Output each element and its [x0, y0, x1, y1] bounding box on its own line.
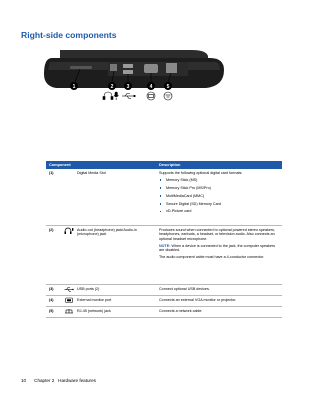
usb-port-2: [123, 70, 133, 74]
description-paragraph: Produces sound when connected to optional powered stereo speakers, headphones, earbuds, a headset, or television audio. Also connects an optional headset microphone.: [159, 228, 276, 241]
chapter-title: Chapter 2 Hardware features: [34, 378, 96, 383]
callout-3: [124, 82, 132, 90]
laptop-lid-edge: [60, 50, 208, 58]
component-description: [159, 228, 279, 263]
table-row: [46, 285, 282, 296]
rj45-port: [166, 63, 177, 73]
svg-text:4: 4: [149, 84, 153, 90]
component-name: Digital Media Slot: [77, 171, 106, 175]
network-icon: [64, 308, 74, 315]
component-description: Connects an external VGA monitor or projector.: [159, 298, 237, 302]
component-name: RJ-45 (network) jack: [77, 309, 111, 313]
list-item: MultiMediaCard (MMC): [159, 194, 279, 198]
usb-port-1: [123, 64, 133, 68]
header-description: Description: [159, 162, 181, 167]
list-item: Memory Stick Pro (MS/Pro): [159, 186, 279, 190]
page-title: Right-side components: [21, 30, 117, 40]
note-label: NOTE:: [159, 243, 171, 248]
header-component: Component: [49, 162, 71, 167]
monitor-icon: [147, 92, 155, 100]
headphone-icon: [103, 92, 113, 100]
component-name: External monitor port: [77, 298, 112, 302]
table-row: [46, 307, 282, 318]
callout-1: [70, 82, 78, 90]
table-header: [46, 161, 282, 169]
audio-jack-port: [110, 64, 117, 71]
microphone-icon: [114, 92, 118, 100]
list-item: xD-Picture card: [159, 209, 279, 213]
list-item: Memory Stick (MS): [159, 178, 279, 182]
component-description: [159, 171, 279, 217]
row-number: (2): [49, 228, 54, 232]
svg-text:1: 1: [72, 84, 76, 90]
table-row: [46, 169, 282, 226]
list-item: Secure Digital (SD) Memory Card: [159, 202, 279, 206]
row-number: (1): [49, 171, 54, 175]
vga-port: [144, 64, 158, 73]
row-number: (4): [49, 298, 54, 302]
table-row: [46, 296, 282, 307]
components-table: [46, 161, 282, 318]
svg-text:2: 2: [110, 84, 114, 90]
page-footer: [21, 378, 96, 383]
description-intro: Supports the following optional digital card formats:: [159, 171, 243, 175]
callout-5: [164, 82, 172, 90]
description-paragraph: The audio component cable must have a 4-conductor connector.: [159, 255, 265, 260]
component-name: Audio-out (headphone) jack/Audio-in (microphone) jack: [77, 228, 137, 237]
note-text: When a device is connected to the jack, the computer speakers are disabled.: [159, 243, 276, 253]
callout-2: [108, 82, 116, 90]
page-number: 10: [21, 378, 27, 383]
headphone-mic-icon: [64, 227, 74, 235]
note: [159, 244, 279, 253]
component-name: USB ports (2): [77, 287, 100, 291]
row-number: (3): [49, 287, 54, 291]
digital-media-slot: [70, 66, 92, 69]
row-number: (5): [49, 309, 54, 313]
laptop-right-side-illustration: [0, 0, 300, 120]
svg-text:3: 3: [126, 84, 130, 90]
table-row: [46, 226, 282, 285]
callout-4: [147, 82, 155, 90]
component-description: Connects a network cable.: [159, 309, 203, 313]
component-description: Connect optional USB devices.: [159, 287, 210, 291]
usb-icon: [64, 286, 74, 293]
monitor-icon: [64, 297, 74, 304]
svg-text:5: 5: [166, 84, 170, 90]
usb-icon: [122, 94, 135, 99]
network-icon: [164, 92, 172, 100]
